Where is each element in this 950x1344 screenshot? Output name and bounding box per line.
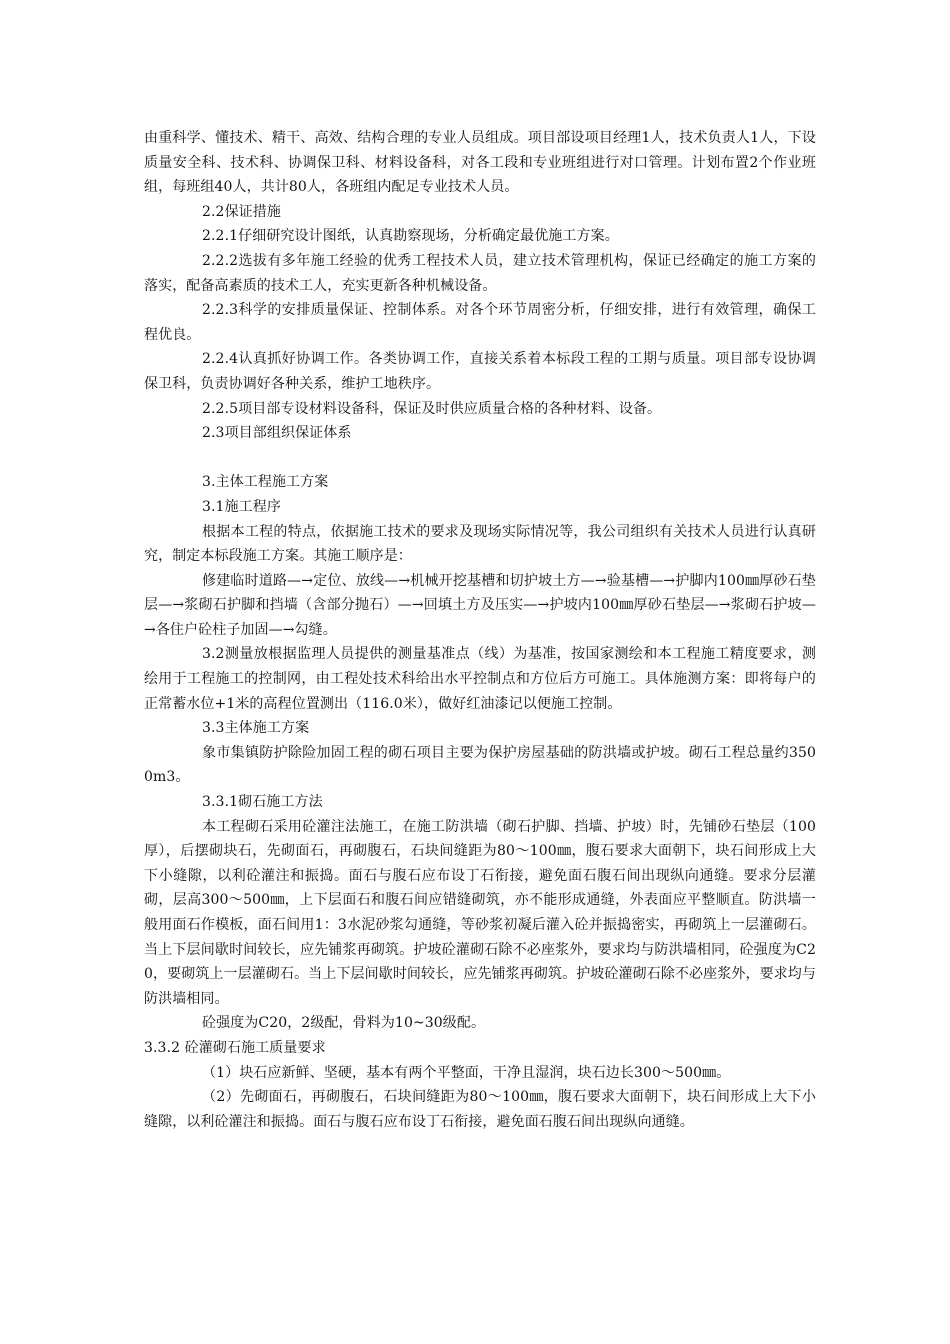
paragraph-requirement-1: （1）块石应新鲜、坚硬，基本有两个平整面，干净且湿润，块石边长300～500㎜。 bbox=[202, 1064, 731, 1081]
heading-3-3: 3.3主体施工方案 bbox=[202, 720, 310, 737]
heading-2-3: 2.3项目部组织保证体系 bbox=[202, 425, 352, 442]
paragraph-2-2-2: 2.2.2选拔有多年施工经验的优秀工程技术人员，建立技术管理机构，保证已经确定的施工方案的落实，配备高素质的技术工人，充实更新各种机械设备。 bbox=[144, 252, 816, 294]
paragraph-3-1-intro: 根据本工程的特点，依据施工技术的要求及现场实际情况等，我公司组织有关技术人员进行认真研究，制定本标段施工方案。其施工顺序是： bbox=[144, 523, 816, 565]
heading-3-3-1: 3.3.1砌石施工方法 bbox=[202, 794, 323, 811]
heading-2-2: 2.2保证措施 bbox=[202, 203, 281, 220]
paragraph-2-2-3: 2.2.3科学的安排质量保证、控制体系。对各个环节周密分析，仔细安排，进行有效管理，确保工程优良。 bbox=[144, 302, 816, 343]
paragraph-3-3-scope: 象市集镇防护除险加固工程的砌石项目主要为保护房屋基础的防洪墙或护坡。砌石工程总量约3500m3。 bbox=[144, 744, 816, 786]
paragraph-3-3-1-method: 本工程砌石采用砼灌注法施工，在施工防洪墙（砌石护脚、挡墙、护坡）时，先铺砂石垫层（100厚），后摆砌块石，先砌面石，再砌腹石，石块间缝距为80～100㎜，腹石要求大面朝下，块石间形成上大下小缝隙，以利砼灌注和振捣。面石与腹石应布设丁石衔接，避免面石腹石间出现纵向通缝。要求分层灌砌，层高300～500㎜，上下层面石和腹石间应错缝砌筑，亦不能形成通缝，外表面应平整顺直。防洪墙一般用面石作模板，面石间用1：3水泥砂浆勾通缝，等砂浆初凝后灌入砼并振捣密实，再砌筑上一层灌砌石。当上下层间歇时间较长，应先铺浆再砌筑。护坡砼灌砌石除不必座浆外，要求均与防洪墙相同，砼强度为C20，要砌筑上一层灌砌石。当上下层间歇时间较长，应先铺浆再砌筑。护坡砼灌砌石除不必座浆外，要求均与防洪墙相同。 bbox=[144, 818, 816, 1007]
heading-3-1: 3.1施工程序 bbox=[202, 498, 281, 515]
heading-3-3-2: 3.3.2 砼灌砌石施工质量要求 bbox=[144, 1039, 326, 1056]
paragraph-requirement-2: （2）先砌面石，再砌腹石，石块间缝距为80～100㎜，腹石要求大面朝下，块石间形成上大下小缝隙，以利砼灌注和振捣。面石与腹石应布设丁石衔接，避免面石腹石间出现纵向通缝。 bbox=[144, 1089, 816, 1130]
paragraph-2-2-4: 2.2.4认真抓好协调工作。各类协调工作，直接关系着本标段工程的工期与质量。项目部专设协调保卫科，负责协调好各种关系，维护工地秩序。 bbox=[144, 351, 816, 392]
paragraph-construction-sequence: 修建临时道路—→定位、放线—→机械开挖基槽和切护坡土方—→验基槽—→护脚内100㎜厚砂石垫层—→浆砌石护脚和挡墙（含部分抛石）—→回填土方及压实—→护坡内100㎜厚砂石垫层—→浆砌石护坡—→各住户砼柱子加固—→勾缝。 bbox=[144, 572, 816, 638]
blank-line bbox=[144, 446, 816, 471]
paragraph-2-2-1: 2.2.1仔细研究设计图纸，认真勘察现场，分析确定最优施工方案。 bbox=[202, 228, 619, 245]
document-body bbox=[144, 126, 816, 1134]
paragraph-concrete-strength: 砼强度为C20，2级配，骨料为10~30级配。 bbox=[202, 1015, 486, 1032]
paragraph-2-2-5: 2.2.5项目部专设材料设备科，保证及时供应质量合格的各种材料、设备。 bbox=[202, 400, 662, 417]
heading-3: 3.主体工程施工方案 bbox=[202, 474, 329, 491]
paragraph-3-2: 3.2测量放根据监理人员提供的测量基准点（线）为基准，按国家测绘和本工程施工精度要求，测绘用于工程施工的控制网，由工程处技术科给出水平控制点和方位后方可施工。具体施测方案：即将每户的正常蓄水位+1米的高程位置测出（116.0米），做好红油漆记以便施工控制。 bbox=[144, 646, 816, 712]
paragraph-staffing: 由重科学、懂技术、精干、高效、结构合理的专业人员组成。项目部设项目经理1人，技术负责人1人，下设质量安全科、技术科、协调保卫科、材料设备科，对各工段和专业班组进行对口管理。计划布置2个作业班组，每班组40人，共计80人，各班组内配足专业技术人员。 bbox=[144, 130, 816, 196]
